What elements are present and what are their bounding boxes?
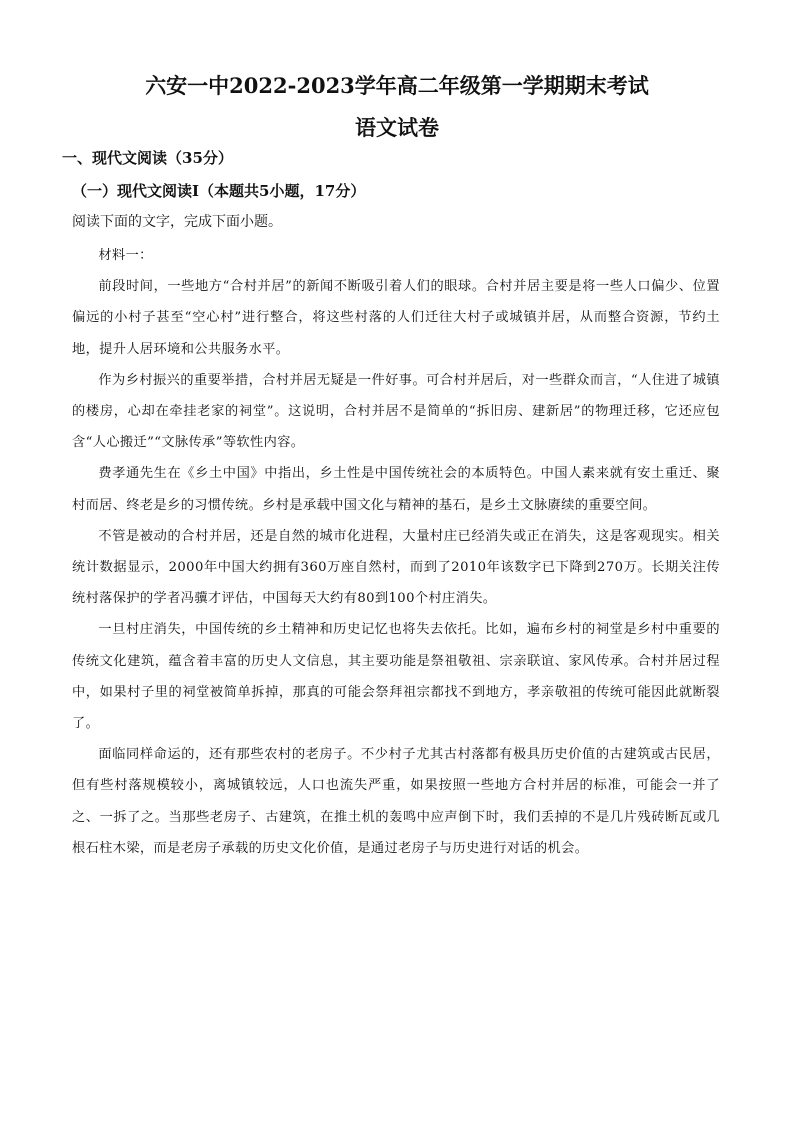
reading-instruction: 阅读下面的文字，完成下面小题。 xyxy=(72,214,282,230)
paragraph: 作为乡村振兴的重要举措，合村并居无疑是一件好事。可合村并居后，对一些群众而言，“人住进了城镇的楼房，心却在牵挂老家的祠堂”。这说明，合村并居不是简单的“拆旧房、建新居”的物理迁移，它还应包含“人心搬迁”“文脉传承”等软性内容。 xyxy=(72,372,720,451)
paragraph: 一旦村庄消失，中国传统的乡土精神和历史记忆也将失去依托。比如，遍布乡村的祠堂是乡村中重要的传统文化建筑，蕴含着丰富的历史人文信息，其主要功能是祭祖敬祖、宗亲联谊、家风传承。合村并居过程中，如果村子里的祠堂被简单拆掉，那真的可能会祭拜祖宗都找不到地方，孝亲敬祖的传统可能因此就断裂了。 xyxy=(72,622,720,732)
section-heading-modern-reading: 一、现代文阅读（35分） xyxy=(62,149,233,167)
paragraph: 费孝通先生在《乡土中国》中指出，乡土性是中国传统社会的本质特色。中国人素来就有安土重迁、聚村而居、终老是乡的习惯传统。乡村是承载中国文化与精神的基石，是乡土文脉赓续的重要空间。 xyxy=(72,466,720,513)
material-label: 材料一： xyxy=(98,248,153,263)
paragraph: 前段时间，一些地方“合村并居”的新闻不断吸引着人们的眼球。合村并居主要是将一些人口偏少、位置偏远的小村子甚至“空心村”进行整合，将这些村落的人们迁往大村子或城镇并居，从而整合资源，节约土地，提升人居环境和公共服务水平。 xyxy=(72,279,720,357)
exam-subtitle: 语文试卷 xyxy=(355,115,439,140)
exam-title: 六安一中2022-2023学年高二年级第一学期期末考试 xyxy=(145,73,649,98)
subsection-heading-reading-1: （一）现代文阅读Ⅰ（本题共5小题，17分） xyxy=(72,182,366,200)
reading-material xyxy=(72,240,720,864)
paragraph: 不管是被动的合村并居，还是自然的城市化进程，大量村庄已经消失或正在消失，这是客观现实。相关统计数据显示，2000年中国大约拥有360万座自然村，而到了2010年该数字已下降到270万。长期关注传统村落保护的学者冯骥才评估，中国每天大约有80到100个村庄消失。 xyxy=(72,528,720,607)
paragraph: 面临同样命运的，还有那些农村的老房子。不少村子尤其古村落都有极具历史价值的古建筑或古民居，但有些村落规模较小，离城镇较远，人口也流失严重，如果按照一些地方合村并居的标准，可能会一并了之、一拆了之。当那些老房子、古建筑，在推土机的轰鸣中应声倒下时，我们丢掉的不是几片残砖断瓦或几根石柱木梁，而是老房子承载的历史文化价值，是通过老房子与历史进行对话的机会。 xyxy=(72,747,720,856)
